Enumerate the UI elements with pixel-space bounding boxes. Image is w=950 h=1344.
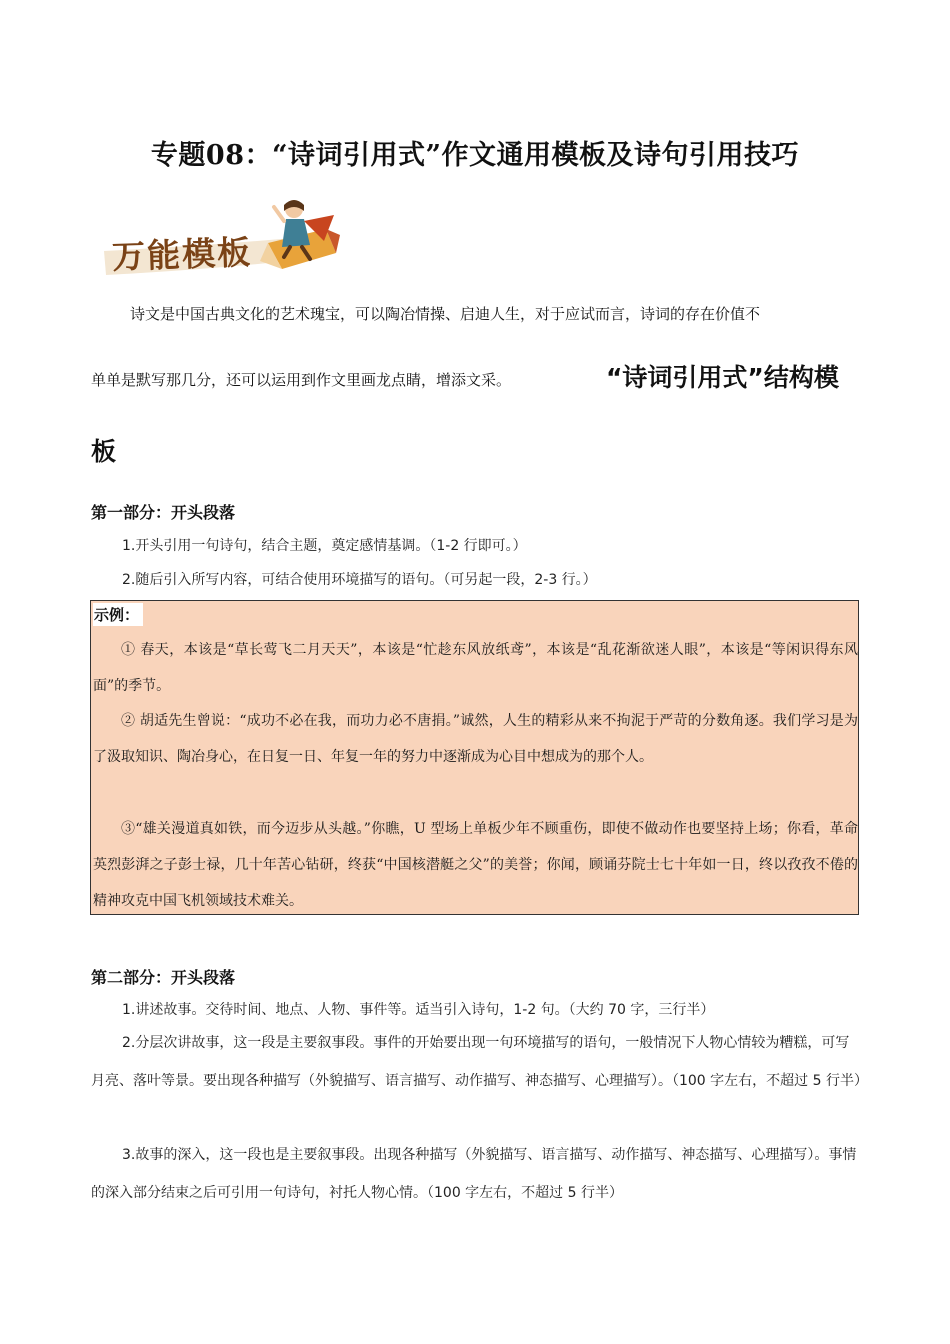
section-1-item-1: 1.开头引用一句诗句，结合主题，奠定感情基调。（1-2 行即可。）	[122, 538, 527, 554]
example-paragraph-2: ② 胡适先生曾说：“成功不必在我，而功力必不唐捐。”诚然，人生的精彩从来不拘泥于严苛的分数角逐。我们学习是为了汲取知识、陶冶身心，在日复一日、年复一年的努力中逐渐成为心目中想成为的那个人。	[93, 713, 858, 765]
structure-heading: “诗词引用式”结构模	[606, 363, 839, 392]
section-2-item-1: 1.讲述故事。交待时间、地点、人物、事件等。适当引入诗句，1-2 句。（大约 70 字，三行半）	[122, 1002, 715, 1018]
section-2-item-3: 3.故事的深入，这一段也是主要叙事段。出现各种描写（外貌描写、语言描写、动作描写、神态描写、心理描写）。事情的深入部分结束之后可引用一句诗句，衬托人物心情。（100 字左右，不超过 5 行半）	[91, 1147, 857, 1201]
structure-heading-continued: 板	[91, 437, 117, 466]
example-paragraph-3: ③“雄关漫道真如铁，而今迈步从头越。”你瞧，U 型场上单板少年不顾重伤，即使不做动作也要坚持上场；你看，革命英烈彭湃之子彭士禄，几十年苦心钻研，终获“中国核潜艇之父”的美誉；你闻，顾诵芬院士七十年如一日，终以孜孜不倦的精神攻克中国飞机领域技术难关。	[93, 821, 858, 909]
section-1-item-2: 2.随后引入所写内容，可结合使用环境描写的语句。（可另起一段，2-3 行。）	[122, 572, 597, 588]
section-2-heading: 第二部分：开头段落	[91, 968, 236, 987]
document-title: 专题08：“诗词引用式”作文通用模板及诗句引用技巧	[150, 140, 800, 171]
example-box	[90, 600, 859, 915]
intro-line-1: 诗文是中国古典文化的艺术瑰宝，可以陶冶情操、启迪人生，对于应试而言，诗词的存在价值不	[130, 305, 761, 323]
logo-text: 万能模板	[111, 232, 253, 277]
section-1-heading: 第一部分：开头段落	[91, 503, 236, 522]
section-2-item-2: 2.分层次讲故事，这一段是主要叙事段。事件的开始要出现一句环境描写的语句，一般情况下人物心情较为糟糕，可写月亮、落叶等景。要出现各种描写（外貌描写、语言描写、动作描写、神态描写、心理描写）。（100 字左右，不超过 5 行半）	[91, 1035, 868, 1089]
example-paragraph-1: ① 春天，本该是“草长莺飞二月天天”，本该是“忙趁东风放纸鸢”，本该是“乱花渐欲迷人眼”，本该是“等闲识得东风面”的季节。	[93, 642, 858, 694]
logo-banner	[98, 195, 343, 287]
intro-line-2: 单单是默写那几分，还可以运用到作文里画龙点睛，增添文采。	[91, 371, 512, 389]
example-label: 示例：	[93, 603, 143, 626]
